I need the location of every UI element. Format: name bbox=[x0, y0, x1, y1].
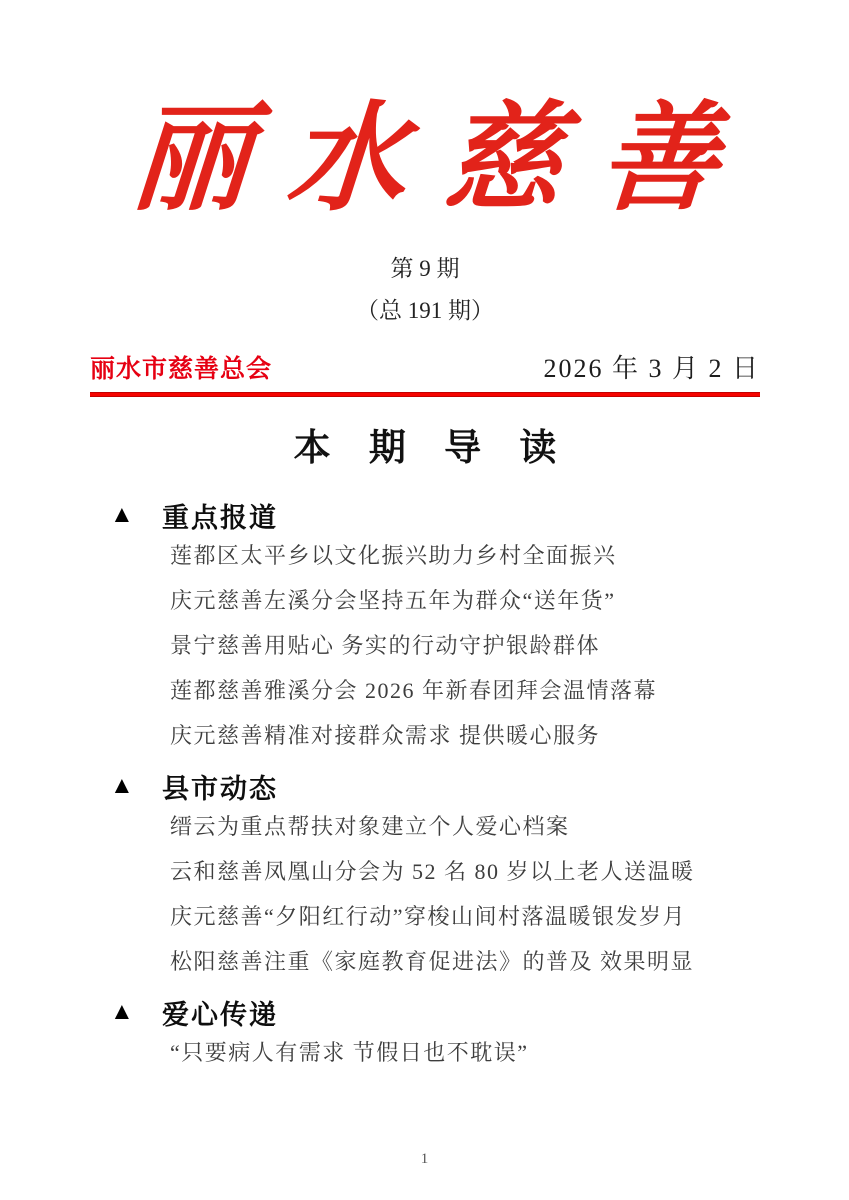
masthead bbox=[90, 78, 760, 238]
toc-heading: 本 期 导 读 bbox=[293, 427, 571, 468]
organization-name: 丽水市慈善总会 bbox=[90, 355, 273, 383]
toc-item: 庆元慈善精准对接群众需求 提供暖心服务 bbox=[170, 723, 601, 748]
triangle-bullet-icon: ▲ bbox=[110, 772, 134, 799]
header-bar bbox=[90, 348, 760, 385]
toc-item-list bbox=[90, 1038, 760, 1067]
toc-section-key-reports bbox=[110, 495, 760, 535]
toc-item: 莲都慈善雅溪分会 2026 年新春团拜会温情落幕 bbox=[170, 678, 658, 703]
red-divider-rule bbox=[90, 392, 760, 397]
triangle-bullet-icon: ▲ bbox=[110, 998, 134, 1025]
issue-date: 2026 年 3 月 2 日 bbox=[543, 354, 760, 383]
toc-item: 云和慈善凤凰山分会为 52 名 80 岁以上老人送温暖 bbox=[170, 859, 695, 884]
toc-item: 庆元慈善“夕阳红行动”穿梭山间村落温暖银发岁月 bbox=[170, 904, 687, 929]
triangle-bullet-icon: ▲ bbox=[110, 501, 134, 528]
page-number: 1 bbox=[420, 1151, 429, 1167]
issue-total-number: （总 191 期） bbox=[356, 298, 494, 323]
toc-item: 景宁慈善用贴心 务实的行动守护银龄群体 bbox=[170, 633, 601, 658]
toc-section-love-relay bbox=[110, 992, 760, 1032]
section-title: 重点报道 bbox=[162, 502, 278, 533]
page-footer bbox=[0, 1150, 849, 1168]
toc-section-county-updates bbox=[110, 766, 760, 806]
toc-item: 松阳慈善注重《家庭教育促进法》的普及 效果明显 bbox=[170, 949, 695, 974]
issue-number: 第 9 期 bbox=[390, 256, 460, 281]
toc-item: 庆元慈善左溪分会坚持五年为群众“送年货” bbox=[170, 588, 616, 613]
toc-item-list bbox=[90, 541, 760, 750]
newsletter-title-calligraphy: 丽水慈善 bbox=[127, 88, 761, 228]
toc-item-list bbox=[90, 812, 760, 976]
toc-item: 莲都区太平乡以文化振兴助力乡村全面振兴 bbox=[170, 543, 617, 568]
section-title: 爱心传递 bbox=[162, 999, 278, 1030]
toc-item: “只要病人有需求 节假日也不耽误” bbox=[170, 1040, 529, 1065]
table-of-contents bbox=[90, 495, 760, 1067]
section-title: 县市动态 bbox=[162, 773, 278, 804]
toc-item: 缙云为重点帮扶对象建立个人爱心档案 bbox=[170, 814, 570, 839]
